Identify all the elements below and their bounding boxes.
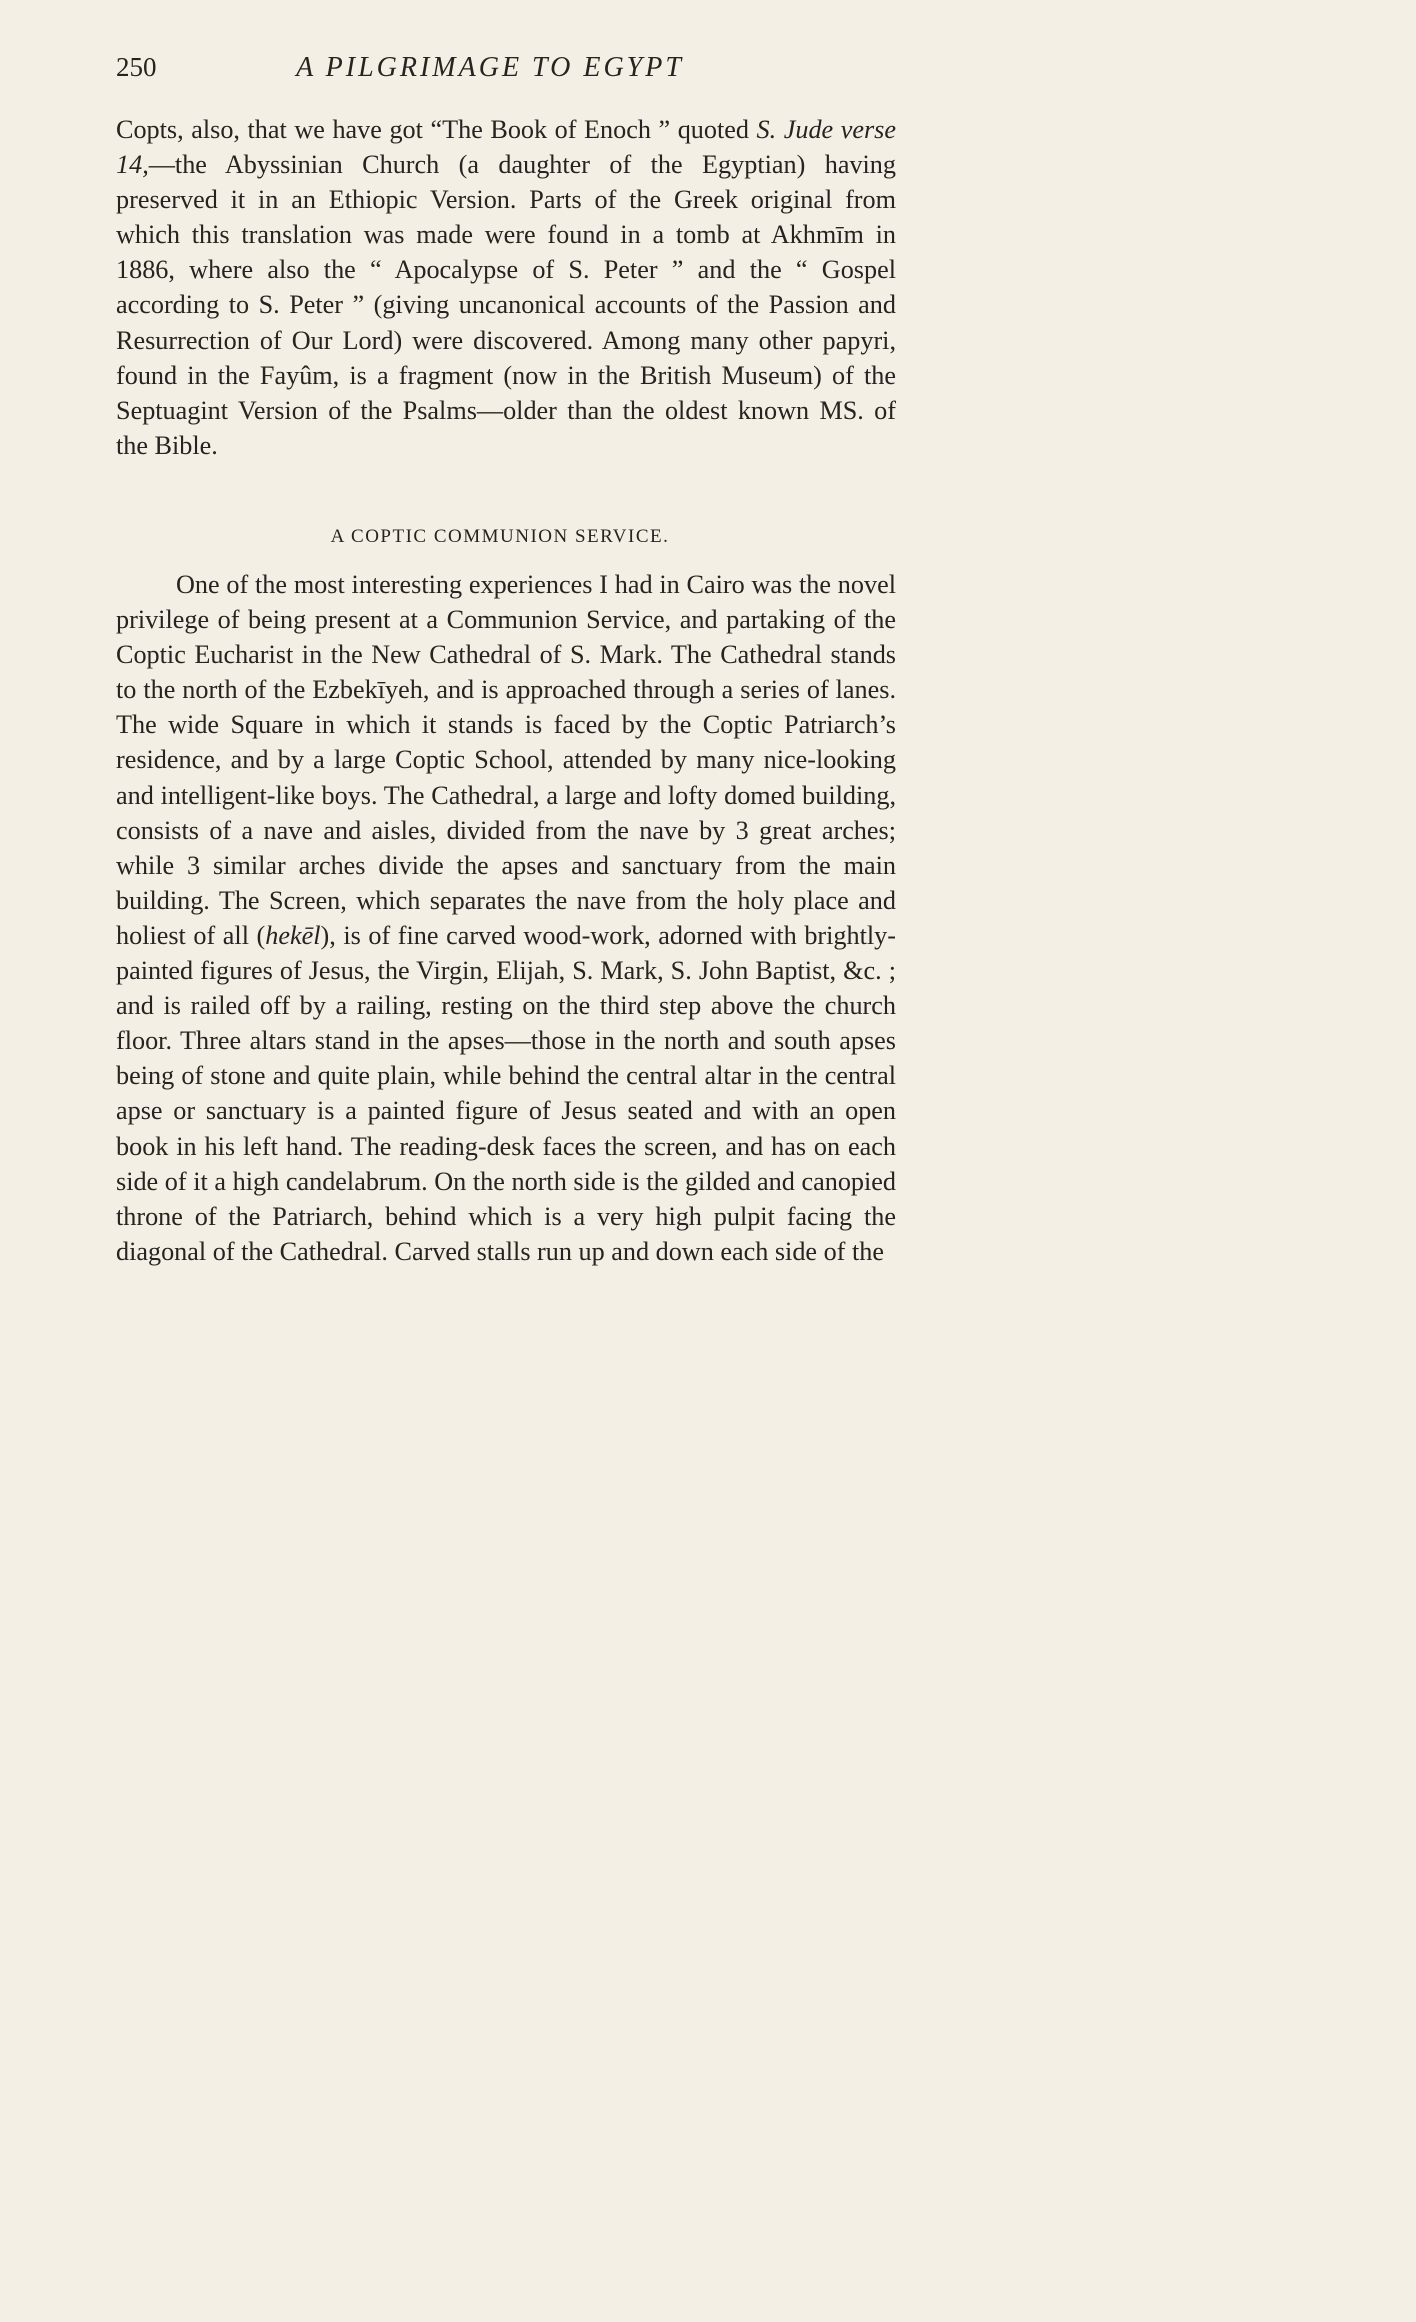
paragraph-2 — [116, 567, 896, 1269]
section-heading: A COPTIC COMMUNION SERVICE. — [330, 526, 670, 547]
page-number: 250 — [116, 52, 157, 82]
paragraph-1-segment-1: Copts, also, that we have got “The Book of Enoch ” quoted — [116, 115, 757, 144]
paragraph-1 — [116, 112, 896, 463]
paragraph-1-segment-3: —the Abyssinian Church (a daughter of the Egyptian) having preserved it in an Ethiopic Version. Parts of the Greek original from which this translation was made were found in a tomb at Akhmīm in 1886, where also the “ Apocalypse of S. Peter ” and the “ Gospel according to S. Peter ” (giving uncanonical accounts of the Passion and Resurrection of Our Lord) were discovered. Among many other papyri, found in the Fayûm, is a fragment (now in the British Museum) of the Septuagint Version of the Psalms—older than the oldest known MS. of the Bible. — [116, 150, 896, 460]
paragraph-1-segment-2: S. Jude verse 14, — [116, 115, 896, 180]
paragraph-2-segment-1: One of the most interesting experiences I had in Cairo was the novel privilege of being present at a Communion Service, and partaking of the Coptic Eucharist in the New Cathedral of S. Mark. The Cathedral stands to the north of the Ezbekīyeh, and is approached through a series of lanes. The wide Square in which it stands is faced by the Coptic Patriarch’s residence, and by a large Coptic School, attended by many nice-looking and intelligent-like boys. The Cathedral, a large and lofty domed building, consists of a nave and aisles, divided from the nave by 3 great arches; while 3 similar arches divide the apses and sanctuary from the main building. The Screen, which separates the nave from the holy place and holiest of all ( — [116, 570, 896, 950]
running-title: A PILGRIMAGE TO EGYPT — [296, 52, 684, 83]
paragraph-2-segment-2: hekēl — [265, 920, 321, 950]
paragraph-2-segment-3: ), is of fine carved wood-work, adorned with brightly-painted figures of Jesus, the Virgin, Elijah, S. Mark, S. John Baptist, &c. ; and is railed off by a railing, resting on the third step above the church floor. Three altars stand in the apses—those in the north and south apses being of stone and quite plain, while behind the central altar in the central apse or sanctuary is a painted figure of Jesus seated and with an open book in his left hand. The reading-desk faces the screen, and has on each side of it a high candelabrum. On the north side is the gilded and canopied throne of the Patriarch, behind which is a very high pulpit facing the diagonal of the Cathedral. Carved stalls run up and down each side of the — [116, 920, 896, 1266]
